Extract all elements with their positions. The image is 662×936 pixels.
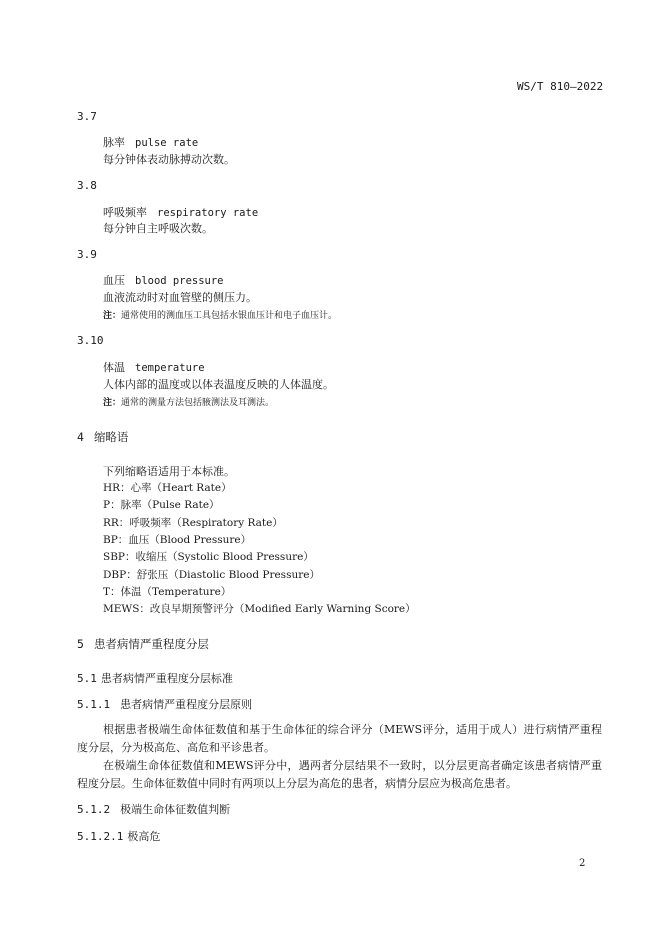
- term-chinese: 呼吸频率: [103, 206, 147, 219]
- term-english: pulse rate: [135, 137, 199, 149]
- abbreviation-item: SBP：收缩压（Systolic Blood Pressure）: [103, 551, 314, 563]
- page-number: 2: [579, 858, 586, 869]
- abbreviation-item: P：脉率（Pulse Rate）: [103, 499, 220, 511]
- term-definition: 每分钟体表动脉搏动次数。: [103, 153, 235, 166]
- term-chinese: 脉率: [103, 136, 125, 149]
- section-title: 缩略语: [93, 430, 129, 444]
- term-chinese: 体温: [103, 361, 125, 374]
- section-heading: [77, 429, 128, 445]
- subsection-number: 5.1: [77, 672, 97, 685]
- abbreviation-item: RR：呼吸频率（Respiratory Rate）: [103, 517, 283, 529]
- subsection-number: 5.1.1: [77, 698, 111, 711]
- body-paragraph: 在极端生命体征数值和MEWS评分中，遇两者分层结果不一致时，以分层更高者确定该患者病情严重程度分层。生命体征数值中同时有两项以上分层为高危的患者，病情分层应为极高危患者。: [77, 759, 602, 790]
- subsection-number: 5.1.2: [77, 803, 111, 816]
- abbreviation-item: HR：心率（Heart Rate）: [103, 482, 232, 494]
- abbreviation-item: MEWS：改良早期预警评分（Modified Early Warning Score）: [103, 603, 416, 615]
- term-note: [103, 395, 274, 408]
- section-number: 4: [77, 430, 84, 444]
- section-title: 患者病情严重程度分层: [93, 637, 209, 651]
- term-heading: [103, 272, 224, 288]
- term-english: respiratory rate: [157, 207, 259, 219]
- subsection-heading: [77, 670, 233, 686]
- subsection-title: 极高危: [127, 830, 161, 843]
- body-paragraph: 根据患者极端生命体征数值和基于生命体征的综合评分（MEWS评分，适用于成人）进行病情严重程度分层，分为极高危、高危和平诊患者。: [77, 723, 602, 754]
- term-heading: [103, 359, 205, 375]
- subsection-title: 极端生命体征数值判断: [120, 803, 231, 816]
- term-definition: 血液流动时对血管壁的侧压力。: [103, 291, 257, 304]
- term-chinese: 血压: [103, 274, 125, 287]
- abbreviation-item: BP：血压（Blood Pressure）: [103, 534, 252, 546]
- term-note: [103, 308, 337, 321]
- note-text: 通常的测量方法包括腋测法及耳测法。: [121, 398, 275, 408]
- term-english: temperature: [135, 362, 205, 374]
- term-number: 3.9: [77, 248, 97, 261]
- section-intro: 下列缩略语适用于本标准。: [103, 465, 235, 478]
- standard-number-header: WS/T 810—2022: [517, 80, 604, 93]
- subsection-heading: [77, 696, 252, 712]
- subsection-heading: [77, 828, 160, 844]
- subsection-heading: [77, 801, 230, 817]
- term-definition: 每分钟自主呼吸次数。: [103, 222, 213, 235]
- term-definition: 人体内部的温度或以体表温度反映的人体温度。: [103, 378, 334, 391]
- section-heading: [77, 636, 209, 652]
- subsection-title: 患者病情严重程度分层标准: [100, 672, 233, 685]
- term-number: 3.8: [77, 179, 97, 192]
- term-heading: [103, 204, 258, 220]
- term-number: 3.10: [77, 334, 104, 347]
- subsection-title: 患者病情严重程度分层原则: [120, 698, 253, 711]
- term-english: blood pressure: [135, 275, 224, 287]
- abbreviation-item: DBP：舒张压（Diastolic Blood Pressure）: [103, 569, 320, 581]
- subsection-number: 5.1.2.1: [77, 830, 124, 843]
- note-label: 注：: [103, 398, 122, 408]
- abbreviation-item: T：体温（Temperature）: [103, 586, 232, 598]
- term-number: 3.7: [77, 110, 97, 123]
- term-heading: [103, 134, 198, 150]
- note-text: 通常使用的测血压工具包括水银血压计和电子血压计。: [121, 311, 338, 321]
- note-label: 注：: [103, 311, 122, 321]
- section-number: 5: [77, 637, 84, 651]
